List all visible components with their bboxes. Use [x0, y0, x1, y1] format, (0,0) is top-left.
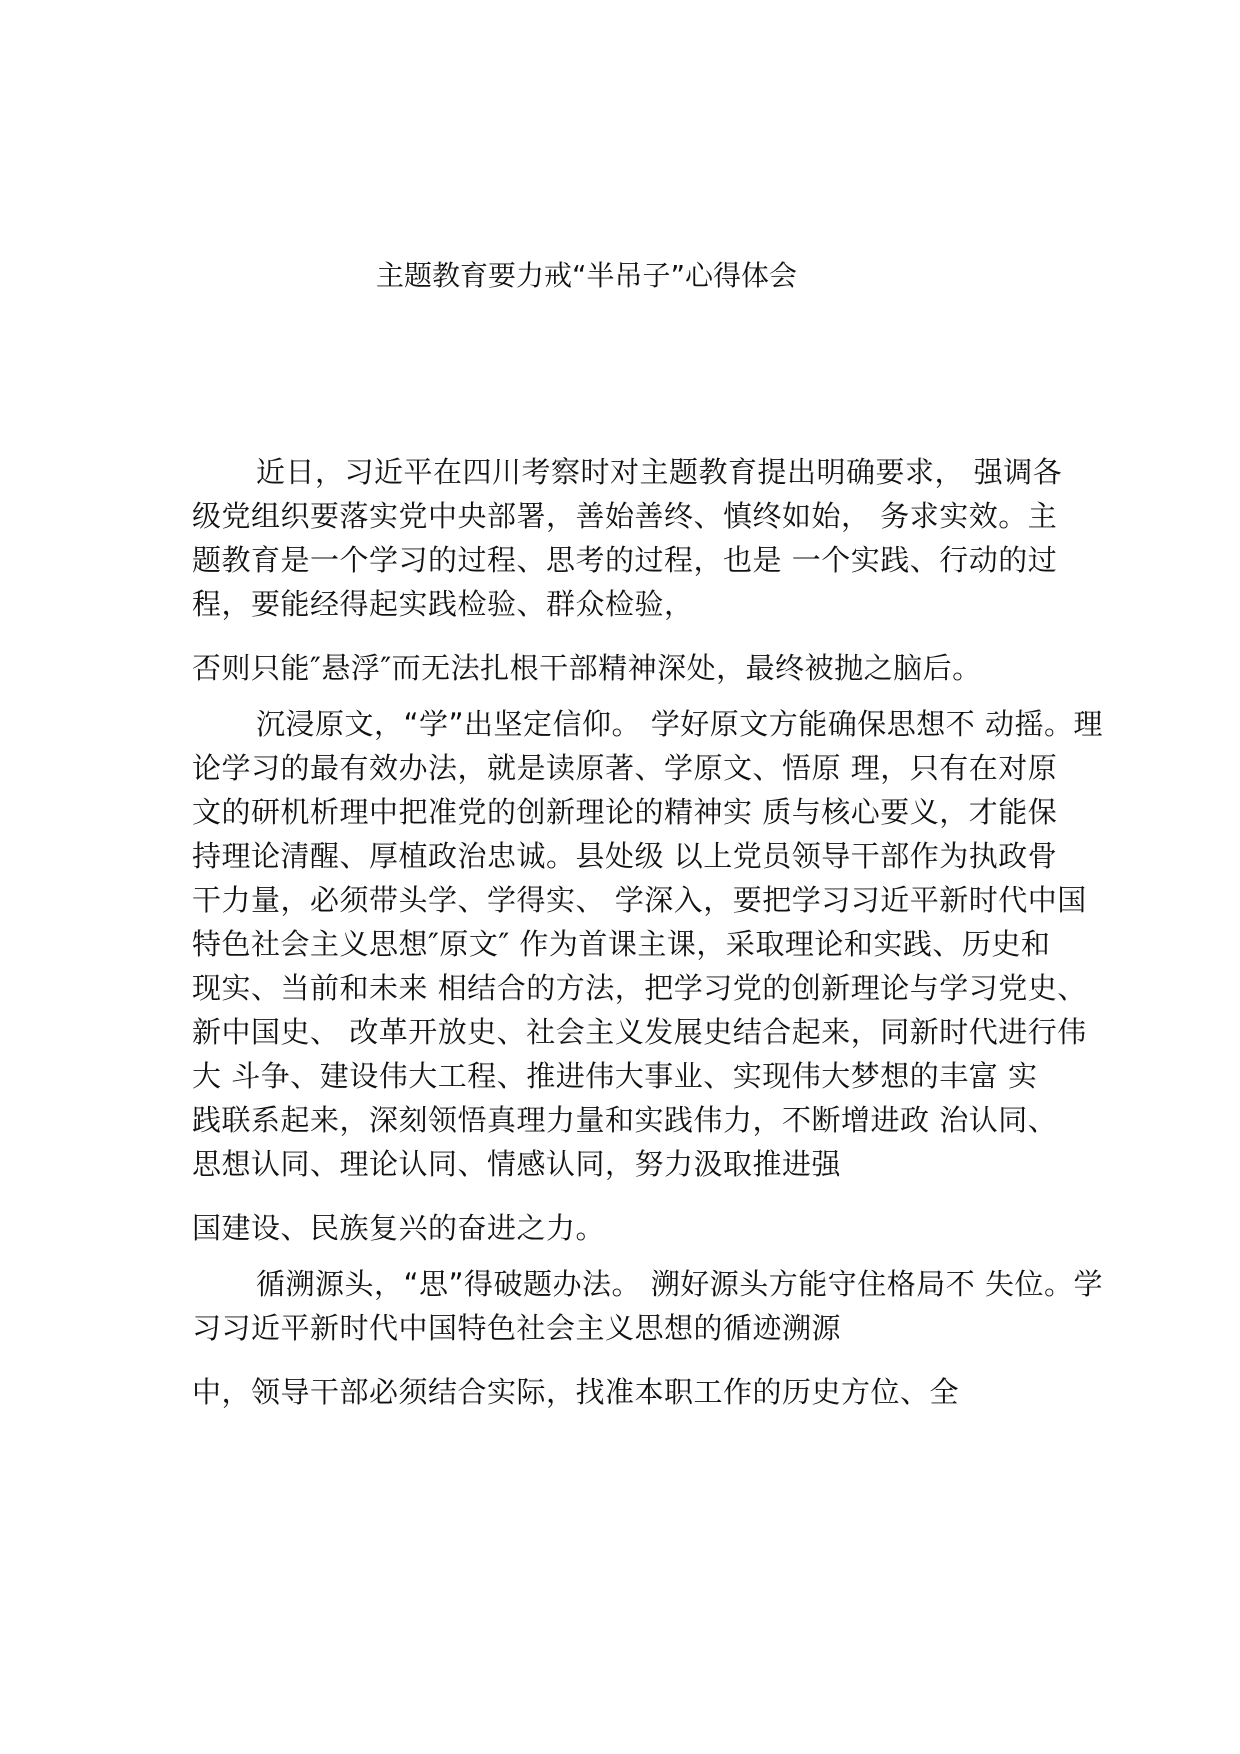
document-title: 主题教育要力戒“半吊子”心得体会 — [376, 259, 798, 292]
paragraph-3-line-8: 新中国史、 改革开放史、社会主义发展史结合起来，同新时代进行伟 — [192, 1015, 1087, 1049]
paragraph-1-line-2: 级党组织要落实党中央部署，善始善终、慎终如始， 务求实效。主 — [192, 499, 1058, 533]
paragraph-4-line-1: 国建设、民族复兴的奋进之力。 — [192, 1211, 606, 1245]
paragraph-3-line-9: 大 斗争、建设伟大工程、推进伟大事业、实现伟大梦想的丰富 实 — [192, 1059, 1038, 1093]
paragraph-1-line-3: 题教育是一个学习的过程、思考的过程，也是 一个实践、行动的过 — [192, 543, 1058, 577]
paragraph-5-line-1: 循溯源头，“思”得破题办法。 溯好源头方能守住格局不 失位。学 — [256, 1267, 1103, 1301]
paragraph-3-line-7: 现实、当前和未来 相结合的方法，把学习党的创新理论与学习党史、 — [192, 971, 1087, 1005]
paragraph-3-line-5: 干力量，必须带头学、学得实、 学深入，要把学习习近平新时代中国 — [192, 883, 1087, 917]
paragraph-2-line-1: 否则只能″悬浮″而无法扎根干部精神深处，最终被抛之脑后。 — [192, 651, 982, 685]
paragraph-6-line-1: 中，领导干部必须结合实际，找准本职工作的历史方位、全 — [192, 1375, 960, 1409]
paragraph-1-line-4: 程，要能经得起实践检验、群众检验， — [192, 587, 694, 621]
paragraph-3-line-11: 思想认同、理论认同、情感认同，努力汲取推进强 — [192, 1147, 842, 1181]
paragraph-1-line-1: 近日，习近平在四川考察时对主题教育提出明确要求， 强调各 — [256, 455, 1063, 489]
paragraph-3-line-1: 沉浸原文，“学”出坚定信仰。 学好原文方能确保思想不 动摇。理 — [256, 707, 1103, 741]
paragraph-3-line-6: 特色社会主义思想″原文″ 作为首课主课，采取理论和实践、历史和 — [192, 927, 1051, 961]
paragraph-3-line-10: 践联系起来，深刻领悟真理力量和实践伟力，不断增进政 治认同、 — [192, 1103, 1058, 1137]
paragraph-5-line-2: 习习近平新时代中国特色社会主义思想的循迹溯源 — [192, 1311, 842, 1345]
paragraph-3-line-3: 文的研机析理中把准党的创新理论的精神实 质与核心要义，才能保 — [192, 795, 1058, 829]
paragraph-3-line-4: 持理论清醒、厚植政治忠诚。县处级 以上党员领导干部作为执政骨 — [192, 839, 1058, 873]
paragraph-3-line-2: 论学习的最有效办法，就是读原著、学原文、悟原 理，只有在对原 — [192, 751, 1058, 785]
